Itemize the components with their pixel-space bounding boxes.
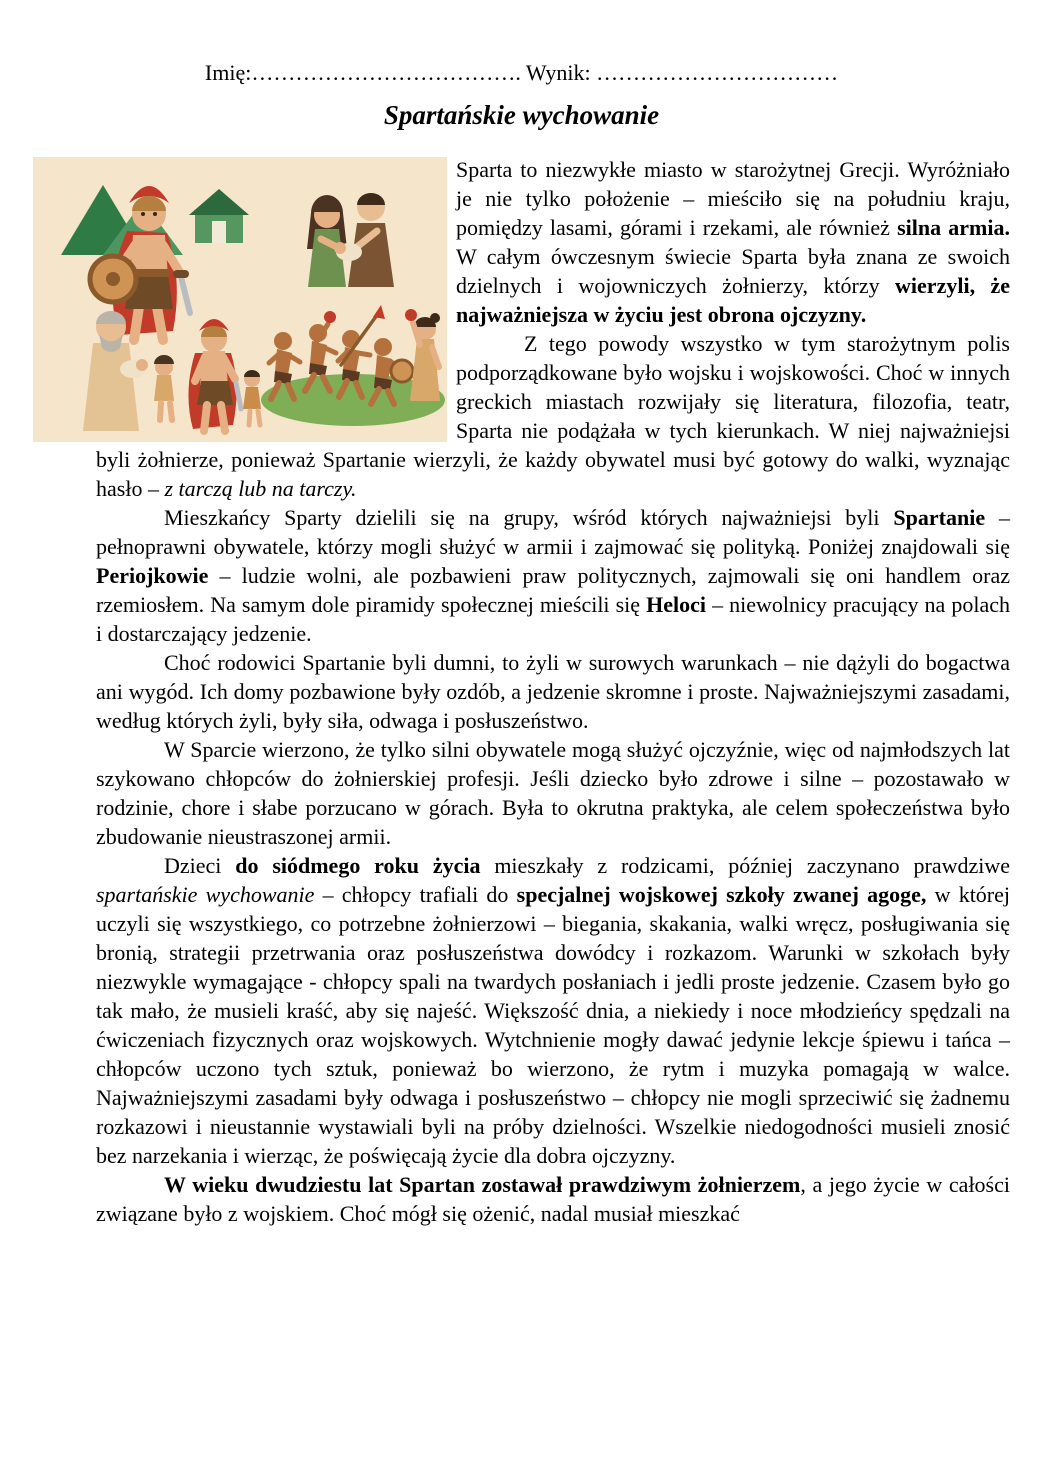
text-segment: – pełnoprawni obywatele, którzy mogli służyć w armii i zajmować się polityką. Poniżej znajdowali się	[96, 505, 1010, 559]
name-blank: ……………………………….	[251, 60, 521, 85]
text-segment: do siódmego roku życia	[235, 853, 481, 878]
text-segment: , a jego życie w całości związane było z wojskiem. Choć mógł się ożenić, nadal musiał mieszkać	[96, 1172, 1010, 1226]
paragraph	[96, 503, 1010, 648]
text-segment: – niewolnicy pracujący na polach i dostarczający jedzenie.	[96, 592, 1010, 646]
paragraph	[96, 648, 1010, 735]
text-segment: W całym ówczesnym świecie Sparta była znana ze swoich dzielnych i wojowniczych żołnierzy, którzy	[456, 244, 1010, 298]
paragraph	[96, 851, 1010, 1170]
text-segment: mieszkały z rodzicami, później zaczynano prawdziwe	[480, 853, 1011, 878]
score-label: Wynik:	[520, 60, 597, 85]
text-segment: wierzyli, że najważniejsza w życiu jest obrona ojczyzny.	[456, 273, 1010, 327]
text-segment: Heloci	[646, 592, 706, 617]
illustration-svg	[33, 157, 447, 442]
text-segment: Spartanie	[893, 505, 986, 530]
text-segment: silna armia.	[897, 215, 1010, 240]
header-line	[0, 0, 1043, 86]
page-title: Spartańskie wychowanie	[383, 100, 660, 130]
text-segment: w której uczyli się wszystkiego, co potrzebne żołnierzowi – biegania, skakania, walki wręcz, posługiwania się bronią, strategii przetrwania oraz posłuszeństwa dowódcy i rozkazom. Warunki w szkołach były niezwykle wymagające - chłopcy spali na twardych posłaniach i jedli proste jedzenie. Czasem było go tak mało, że musieli kraść, aby się najeść. Większość dnia, a niekiedy i noce młodzieńcy spędzali na ćwiczeniach fizycznych oraz wojskowych. Wytchnienie mogły dawać jedynie lekcje śpiewu i tańca – chłopców uczono tych sztuk, ponieważ bo wierzono, że rytm i muzyka pomagają w walce. Najważniejszymi zasadami były odwaga i posłuszeństwo – chłopcy nie mogli sprzeciwić się żadnemu rozkazowi i nieustannie wystawiali byli na próby dzielności. Wszelkie niedogodności musieli znosić bez narzekania i wierząc, że poświęcają życie dla dobra ojczyzny.	[96, 882, 1011, 1168]
text-segment: Sparta to niezwykłe miasto w starożytnej Grecji. Wyróżniało je nie tylko położenie – mieściło się na południu kraju, pomiędzy lasami, górami i rzekami, ale również	[456, 157, 1010, 240]
text-segment: W Sparcie wierzono, że tylko silni obywatele mogą służyć ojczyźnie, więc od najmłodszych lat szykowano chłopców do żołnierskiej profesji. Jeśli dziecko było zdrowe i silne – pozostawało w rodzinie, chore i słabe porzucano w górach. Była to okrutna praktyka, ale celem społeczeństwa było zbudowanie nieustraszonej armii.	[96, 737, 1010, 849]
text-segment: z tarczą lub na tarczy.	[164, 476, 357, 501]
text-segment: Dzieci	[164, 853, 236, 878]
text-segment: – chłopcy trafiali do	[314, 882, 517, 907]
text-segment: Periojkowie	[96, 563, 209, 588]
text-segment: spartańskie wychowanie	[96, 882, 315, 907]
score-blank: ……………………………	[596, 60, 839, 85]
text-segment: W wieku dwudziestu lat Spartan zostawał prawdziwym żołnierzem	[164, 1172, 801, 1197]
name-label: Imię:	[204, 60, 252, 85]
text-segment: Z tego powody wszystko w tym starożytnym polis podporządkowane było wojsku i wojskowości. Choć w innych greckich miastach rozwijały się literatura, filozofia, teatr, Sparta nie podążała w tych kierunkach. W niej najważniejsi byli żołnierze, ponieważ Spartanie wierzyli, że każdy obywatel musi być gotowy do walki, wyznając hasło –	[96, 331, 1010, 501]
text-segment: Choć rodowici Spartanie byli dumni, to żyli w surowych warunkach – nie dążyli do bogactwa ani wygód. Ich domy pozbawione były ozdób, a jedzenie skromne i proste. Najważniejszymi zasadami, według których żyli, były siła, odwaga i posłuszeństwo.	[96, 650, 1010, 733]
spartan-illustration	[33, 157, 447, 442]
paragraph	[96, 1170, 1010, 1228]
text-segment: specjalnej wojskowej szkoły zwanej agoge,	[516, 882, 927, 907]
text-segment: Mieszkańcy Sparty dzielili się na grupy, wśród których najważniejsi byli	[164, 505, 894, 530]
text-segment: – ludzie wolni, ale pozbawieni praw politycznych, zajmowali się oni handlem oraz rzemiosłem. Na samym dole piramidy społecznej mieścili się	[96, 563, 1010, 617]
paragraph	[96, 735, 1010, 851]
article-body	[0, 155, 1043, 1238]
